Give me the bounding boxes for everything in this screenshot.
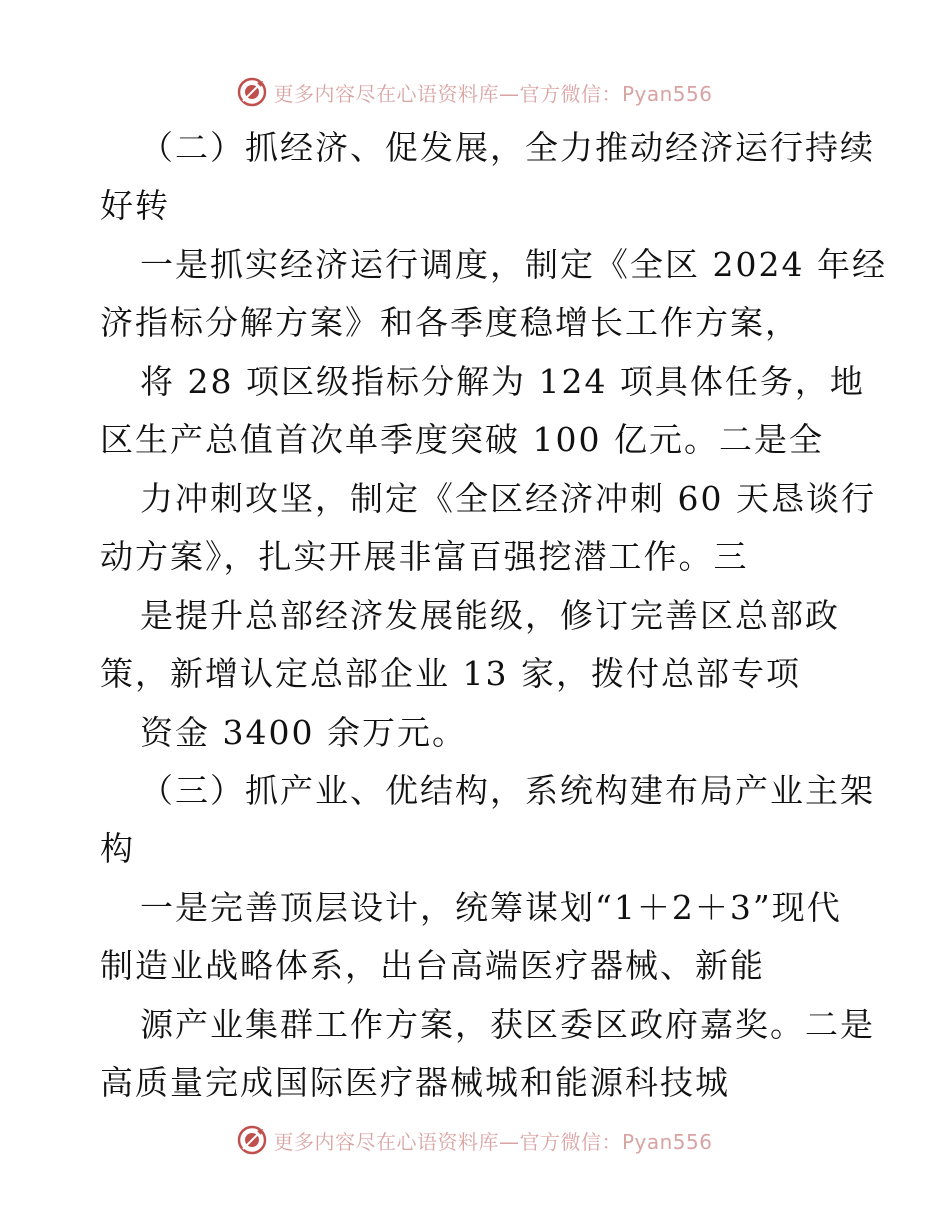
body-line-5: 将 28 项区级指标分解为 124 项具体任务，地 <box>140 362 865 401</box>
body-line-16: 源产业集群工作方案，获区委区政府嘉奖。二是 <box>140 1005 875 1044</box>
body-line-2: 好转 <box>100 186 170 225</box>
watermark-text: 更多内容尽在心语资料库—官方微信：Pyan556 <box>273 1129 713 1154</box>
footer-watermark <box>0 1120 950 1160</box>
body-line-11: 资金 3400 余万元。 <box>140 713 467 752</box>
body-line-17: 高质量完成国际医疗器械城和能源科技城 <box>100 1063 730 1102</box>
body-line-3: 一是抓实经济运行调度，制定《全区 2024 年经 <box>140 245 887 284</box>
body-line-13: 构 <box>100 829 135 868</box>
pen-logo-icon <box>237 1125 267 1155</box>
body-line-4: 济指标分解方案》和各季度稳增长工作方案， <box>100 303 800 342</box>
pen-logo-icon <box>237 77 267 107</box>
body-line-8: 动方案》，扎实开展非富百强挖潜工作。三 <box>100 537 749 576</box>
watermark-text: 更多内容尽在心语资料库—官方微信：Pyan556 <box>273 81 713 106</box>
body-line-6: 区生产总值首次单季度突破 100 亿元。二是全 <box>100 420 824 459</box>
body-line-10: 策，新增认定总部企业 13 家，拨付总部专项 <box>100 654 801 693</box>
body-line-1: （二）抓经济、促发展，全力推动经济运行持续 <box>140 128 875 167</box>
header-watermark <box>0 72 950 112</box>
body-line-9: 是提升总部经济发展能级，修订完善区总部政 <box>140 596 840 635</box>
body-line-14: 一是完善顶层设计，统筹谋划“1＋2＋3”现代 <box>140 888 842 927</box>
body-line-7: 力冲刺攻坚，制定《全区经济冲刺 60 天恳谈行 <box>140 479 876 518</box>
body-line-12: （三）抓产业、优结构，系统构建布局产业主架 <box>140 771 875 810</box>
body-line-15: 制造业战略体系，出台高端医疗器械、新能 <box>100 946 765 985</box>
